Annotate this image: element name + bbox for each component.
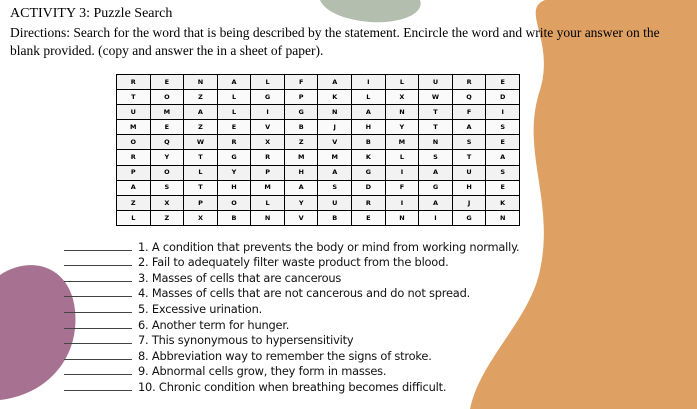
grid-cell[interactable]: R <box>251 150 285 165</box>
grid-cell[interactable]: K <box>318 90 352 105</box>
question-text: 7. This synonymous to hypersensitivity <box>138 333 354 348</box>
grid-cell[interactable]: W <box>184 135 218 150</box>
grid-cell[interactable]: S <box>318 180 352 195</box>
grid-cell[interactable]: O <box>217 195 251 210</box>
question-row <box>64 363 594 379</box>
grid-cell[interactable]: Z <box>284 135 318 150</box>
grid-cell[interactable]: J <box>452 195 486 210</box>
answer-blank[interactable] <box>64 359 132 360</box>
grid-cell[interactable]: D <box>352 180 386 195</box>
grid-row <box>117 75 520 90</box>
grid-cell[interactable]: N <box>184 75 218 90</box>
grid-cell[interactable]: L <box>251 75 285 90</box>
question-text: 4. Masses of cells that are not cancerous and do not spread. <box>138 286 471 301</box>
grid-cell[interactable]: N <box>251 210 285 225</box>
grid-cell[interactable]: S <box>486 165 520 180</box>
question-row <box>64 378 594 394</box>
grid-cell[interactable]: H <box>284 165 318 180</box>
grid-cell[interactable]: Y <box>150 150 184 165</box>
grid-cell[interactable]: Z <box>117 195 151 210</box>
grid-cell[interactable]: G <box>251 90 285 105</box>
question-row <box>64 316 594 332</box>
grid-row <box>117 180 520 195</box>
grid-cell[interactable]: V <box>284 210 318 225</box>
question-text: 3. Masses of cells that are cancerous <box>138 270 342 285</box>
grid-cell[interactable]: A <box>419 165 453 180</box>
grid-cell[interactable]: S <box>419 150 453 165</box>
grid-row <box>117 105 520 120</box>
grid-cell[interactable]: G <box>419 180 453 195</box>
question-list <box>64 238 594 394</box>
grid-cell[interactable]: Q <box>150 135 184 150</box>
grid-cell[interactable]: M <box>117 120 151 135</box>
grid-cell[interactable]: R <box>117 75 151 90</box>
grid-cell[interactable]: D <box>486 90 520 105</box>
grid-cell[interactable]: Y <box>385 120 419 135</box>
grid-cell[interactable]: T <box>419 105 453 120</box>
grid-cell[interactable]: I <box>385 165 419 180</box>
grid-cell[interactable]: A <box>352 105 386 120</box>
question-row <box>64 347 594 363</box>
answer-blank[interactable] <box>64 281 132 282</box>
grid-cell[interactable]: E <box>486 135 520 150</box>
grid-cell[interactable]: T <box>184 180 218 195</box>
grid-cell[interactable]: R <box>352 195 386 210</box>
grid-cell[interactable]: M <box>251 180 285 195</box>
grid-cell[interactable]: G <box>452 210 486 225</box>
grid-cell[interactable]: N <box>318 105 352 120</box>
grid-cell[interactable]: K <box>352 150 386 165</box>
grid-cell[interactable]: X <box>150 195 184 210</box>
grid-cell[interactable]: Z <box>184 90 218 105</box>
grid-cell[interactable]: B <box>352 135 386 150</box>
grid-cell[interactable]: V <box>318 135 352 150</box>
question-text: 9. Abnormal cells grow, they form in masses. <box>138 364 387 379</box>
grid-cell[interactable]: A <box>217 75 251 90</box>
grid-cell[interactable]: J <box>318 120 352 135</box>
grid-cell[interactable]: U <box>318 195 352 210</box>
grid-cell[interactable]: L <box>385 150 419 165</box>
answer-blank[interactable] <box>64 250 132 251</box>
grid-cell[interactable]: M <box>318 150 352 165</box>
grid-row <box>117 120 520 135</box>
grid-cell[interactable]: F <box>385 180 419 195</box>
grid-cell[interactable]: H <box>217 180 251 195</box>
grid-cell[interactable]: M <box>385 135 419 150</box>
grid-cell[interactable]: W <box>419 90 453 105</box>
grid-cell[interactable]: A <box>184 105 218 120</box>
grid-cell[interactable]: P <box>117 165 151 180</box>
grid-cell[interactable]: Q <box>452 90 486 105</box>
answer-blank[interactable] <box>64 374 132 375</box>
grid-cell[interactable]: E <box>486 180 520 195</box>
grid-cell[interactable]: I <box>385 195 419 210</box>
grid-cell[interactable]: O <box>150 90 184 105</box>
grid-cell[interactable]: P <box>284 90 318 105</box>
question-text: 6. Another term for hunger. <box>138 317 290 332</box>
grid-cell[interactable]: O <box>150 165 184 180</box>
grid-cell[interactable]: E <box>352 210 386 225</box>
grid-cell[interactable]: S <box>452 135 486 150</box>
grid-cell[interactable]: E <box>486 75 520 90</box>
grid-cell[interactable]: V <box>251 120 285 135</box>
answer-blank[interactable] <box>64 343 132 344</box>
grid-cell[interactable]: T <box>452 150 486 165</box>
grid-cell[interactable]: T <box>419 120 453 135</box>
grid-row <box>117 90 520 105</box>
grid-cell[interactable]: B <box>217 210 251 225</box>
grid-cell[interactable]: B <box>284 120 318 135</box>
grid-cell[interactable]: S <box>486 120 520 135</box>
grid-cell[interactable]: L <box>184 165 218 180</box>
grid-cell[interactable]: P <box>184 195 218 210</box>
word-search-table <box>116 74 520 226</box>
grid-cell[interactable]: X <box>385 90 419 105</box>
grid-cell[interactable]: Z <box>150 210 184 225</box>
word-search-grid <box>116 74 520 226</box>
question-row <box>64 332 594 348</box>
question-row <box>64 254 594 270</box>
grid-cell[interactable]: U <box>419 75 453 90</box>
grid-cell[interactable]: S <box>150 180 184 195</box>
grid-cell[interactable]: G <box>352 165 386 180</box>
grid-cell[interactable]: A <box>419 195 453 210</box>
grid-cell[interactable]: L <box>117 210 151 225</box>
grid-cell[interactable]: R <box>117 150 151 165</box>
grid-cell[interactable]: R <box>452 75 486 90</box>
grid-cell[interactable]: A <box>318 75 352 90</box>
grid-cell[interactable]: U <box>117 105 151 120</box>
answer-blank[interactable] <box>64 328 132 329</box>
grid-cell[interactable]: F <box>452 105 486 120</box>
question-text: 1. A condition that prevents the body or mind from working normally. <box>138 239 520 254</box>
grid-cell[interactable]: K <box>486 195 520 210</box>
grid-cell[interactable]: U <box>452 165 486 180</box>
question-row <box>64 238 594 254</box>
grid-cell[interactable]: H <box>352 120 386 135</box>
grid-cell[interactable]: A <box>284 180 318 195</box>
grid-cell[interactable]: P <box>251 165 285 180</box>
grid-cell[interactable]: L <box>385 75 419 90</box>
grid-cell[interactable]: N <box>385 105 419 120</box>
answer-blank[interactable] <box>64 265 132 266</box>
grid-cell[interactable]: H <box>452 180 486 195</box>
grid-row <box>117 195 520 210</box>
grid-row <box>117 165 520 180</box>
grid-cell[interactable]: L <box>352 90 386 105</box>
grid-cell[interactable]: Y <box>217 165 251 180</box>
grid-cell[interactable]: T <box>184 150 218 165</box>
grid-cell[interactable]: I <box>251 105 285 120</box>
directions-text: Directions: Search for the word that is being described by the statement. Encircle the word and write your answer on the blank provided. (copy and answer the in a sheet of paper). <box>10 25 660 58</box>
grid-cell[interactable]: A <box>486 150 520 165</box>
question-text: 2. Fail to adequately filter waste product from the blood. <box>138 255 449 270</box>
grid-cell[interactable]: I <box>352 75 386 90</box>
grid-cell[interactable]: N <box>419 135 453 150</box>
grid-cell[interactable]: M <box>284 150 318 165</box>
activity-title: ACTIVITY 3: Puzzle Search <box>10 6 173 21</box>
question-text: 8. Abbreviation way to remember the signs of stroke. <box>138 348 432 363</box>
grid-cell[interactable]: L <box>217 90 251 105</box>
question-text: 5. Excessive urination. <box>138 301 263 316</box>
grid-cell[interactable]: G <box>284 105 318 120</box>
grid-cell[interactable]: N <box>486 210 520 225</box>
grid-cell[interactable]: G <box>217 150 251 165</box>
grid-cell[interactable]: A <box>117 180 151 195</box>
question-row <box>64 269 594 285</box>
grid-cell[interactable]: E <box>150 120 184 135</box>
grid-cell[interactable]: Z <box>184 120 218 135</box>
question-text: 10. Chronic condition when breathing becomes difficult. <box>138 379 447 394</box>
grid-cell[interactable]: M <box>150 105 184 120</box>
grid-cell[interactable]: A <box>318 165 352 180</box>
grid-cell[interactable]: A <box>452 120 486 135</box>
grid-cell[interactable]: T <box>117 90 151 105</box>
grid-cell[interactable]: O <box>117 135 151 150</box>
grid-cell[interactable]: X <box>184 210 218 225</box>
question-row <box>64 300 594 316</box>
grid-cell[interactable]: R <box>217 135 251 150</box>
grid-cell[interactable]: X <box>251 135 285 150</box>
answer-blank[interactable] <box>64 312 132 313</box>
grid-cell[interactable]: I <box>419 210 453 225</box>
grid-cell[interactable]: F <box>284 75 318 90</box>
answer-blank[interactable] <box>64 390 132 391</box>
grid-row <box>117 135 520 150</box>
grid-cell[interactable]: B <box>318 210 352 225</box>
grid-row <box>117 150 520 165</box>
answer-blank[interactable] <box>64 296 132 297</box>
grid-row <box>117 210 520 225</box>
grid-cell[interactable]: E <box>217 120 251 135</box>
grid-cell[interactable]: I <box>486 105 520 120</box>
grid-cell[interactable]: E <box>150 75 184 90</box>
grid-cell[interactable]: L <box>217 105 251 120</box>
grid-cell[interactable]: Y <box>284 195 318 210</box>
question-row <box>64 285 594 301</box>
grid-cell[interactable]: N <box>385 210 419 225</box>
grid-cell[interactable]: L <box>251 195 285 210</box>
